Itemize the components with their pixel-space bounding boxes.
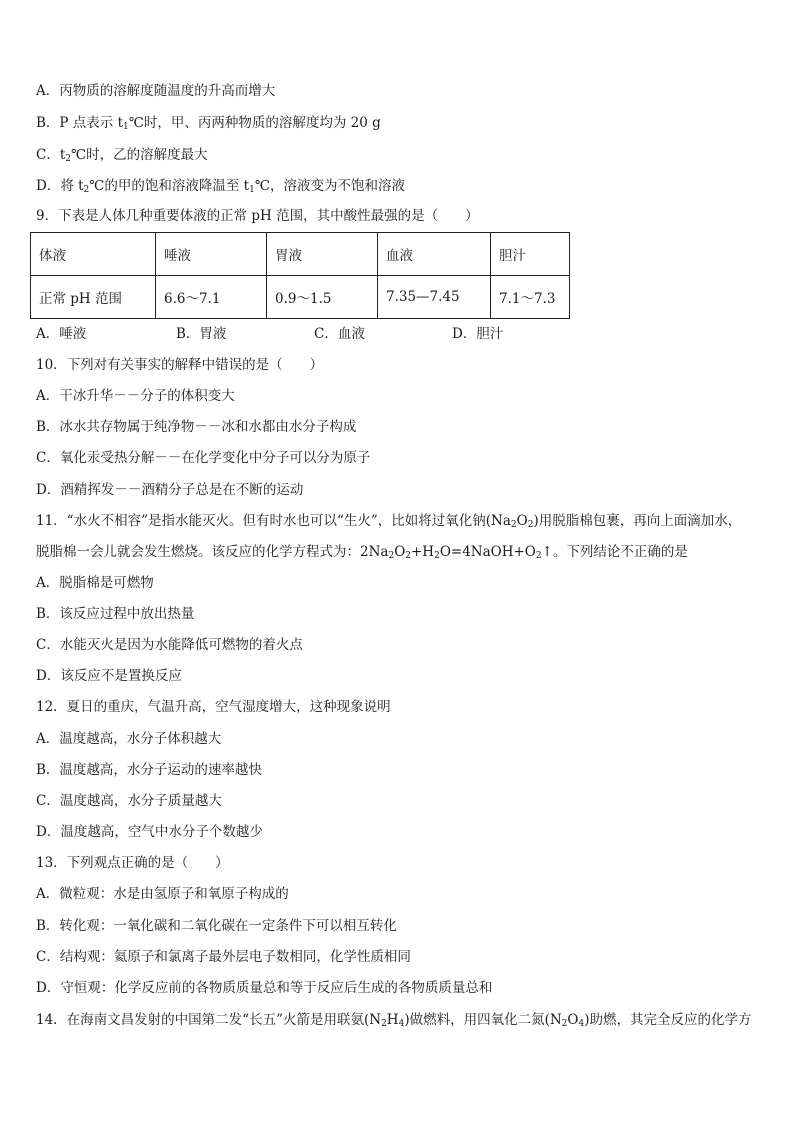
- q11-option-c: C．水能灭火是因为水能降低可燃物的着火点: [36, 637, 303, 653]
- q12-stem: 12．夏日的重庆，气温升高，空气湿度增大，这种现象说明: [36, 699, 391, 715]
- q12-option-b: B．温度越高，水分子运动的速率越快: [36, 762, 262, 778]
- q10-option-a: A．干冰升华－－分子的体积变大: [36, 388, 235, 404]
- table-cell: 0.9～1.5: [267, 276, 378, 319]
- q13-option-a: A．微粒观：水是由氢原子和氧原子构成的: [36, 886, 289, 902]
- q9-option-c: C．血液: [314, 326, 365, 342]
- q10-option-c: C．氧化汞受热分解－－在化学变化中分子可以分为原子: [36, 450, 371, 466]
- table-cell: 6.6～7.1: [156, 276, 267, 319]
- q10-stem: 10．下列对有关事实的解释中错误的是（ ）: [36, 357, 324, 373]
- q13-stem: 13．下列观点正确的是（ ）: [36, 855, 229, 871]
- q12-option-a: A．温度越高，水分子体积越大: [36, 731, 222, 747]
- table-cell: 胃液: [267, 233, 378, 276]
- q13-option-c: C．结构观：氦原子和氯离子最外层电子数相同，化学性质相同: [36, 949, 411, 965]
- q9-option-a: A．唾液: [36, 326, 87, 342]
- q13-option-d: D．守恒观：化学反应前的各物质质量总和等于反应后生成的各物质质量总和: [36, 980, 493, 996]
- q12-option-c: C．温度越高，水分子质量越大: [36, 793, 222, 809]
- q14-stem: 14．在海南文昌发射的中国第二发“长五”火箭是用联氨$(N_2H_4)$做燃料，用四氧化二氮$(N_2O_4)$助燃，其完全反应的化学方: [36, 1012, 752, 1029]
- table-cell: 正常 pH 范围: [31, 276, 156, 319]
- q11-option-d: D．该反应不是置换反应: [36, 668, 182, 684]
- table-row: [31, 276, 570, 319]
- q11-option-b: B．该反应过程中放出热量: [36, 606, 195, 622]
- q9-stem: 9．下表是人体几种重要体液的正常 pH 范围，其中酸性最强的是（ ）: [36, 208, 479, 224]
- q11-stem-line1: 11．“水火不相容”是指水能灭火。但有时水也可以“生火”，比如将过氧化钠$(Na_2O_2)$用脱脂棉包裹，再向上面滴加水，: [36, 513, 742, 530]
- q9-option-d: D．胆汁: [452, 326, 504, 342]
- q13-option-b: B．转化观：一氧化碳和二氧化碳在一定条件下可以相互转化: [36, 918, 397, 934]
- q9-option-b: B．胃液: [176, 326, 227, 342]
- q10-option-b: B．冰水共存物属于纯净物－－冰和水都由水分子构成: [36, 419, 357, 435]
- q10-option-d: D．酒精挥发－－酒精分子总是在不断的运动: [36, 482, 304, 498]
- table-cell: 7.1～7.3: [491, 276, 570, 319]
- table-cell: 血液: [378, 233, 491, 276]
- table-cell: 7.35—7.45: [378, 276, 491, 319]
- q8-option-a: A．丙物质的溶解度随温度的升高而增大: [36, 83, 276, 99]
- q8-option-c: C．$t_2℃$时，乙的溶解度最大: [36, 147, 208, 164]
- ph-range-table: [30, 232, 570, 319]
- q11-stem-line2: 脱脂棉一会儿就会发生燃烧。该反应的化学方程式为：$2Na_2O_2+H_2O=4NaOH+O_2↑$。下列结论不正确的是: [36, 544, 688, 561]
- q8-option-b: B．P 点表示 $t_1℃$时，甲、丙两种物质的溶解度均为 20 g: [36, 115, 381, 132]
- q8-option-d: D．将 $t_2℃$的甲的饱和溶液降温至 $t_1℃$，溶液变为不饱和溶液: [36, 178, 405, 195]
- table-header-row: [31, 233, 570, 276]
- q12-option-d: D．温度越高，空气中水分子个数越少: [36, 824, 263, 840]
- table-cell: 胆汁: [491, 233, 570, 276]
- table-cell: 体液: [31, 233, 156, 276]
- table-cell: 唾液: [156, 233, 267, 276]
- q11-option-a: A．脱脂棉是可燃物: [36, 575, 154, 591]
